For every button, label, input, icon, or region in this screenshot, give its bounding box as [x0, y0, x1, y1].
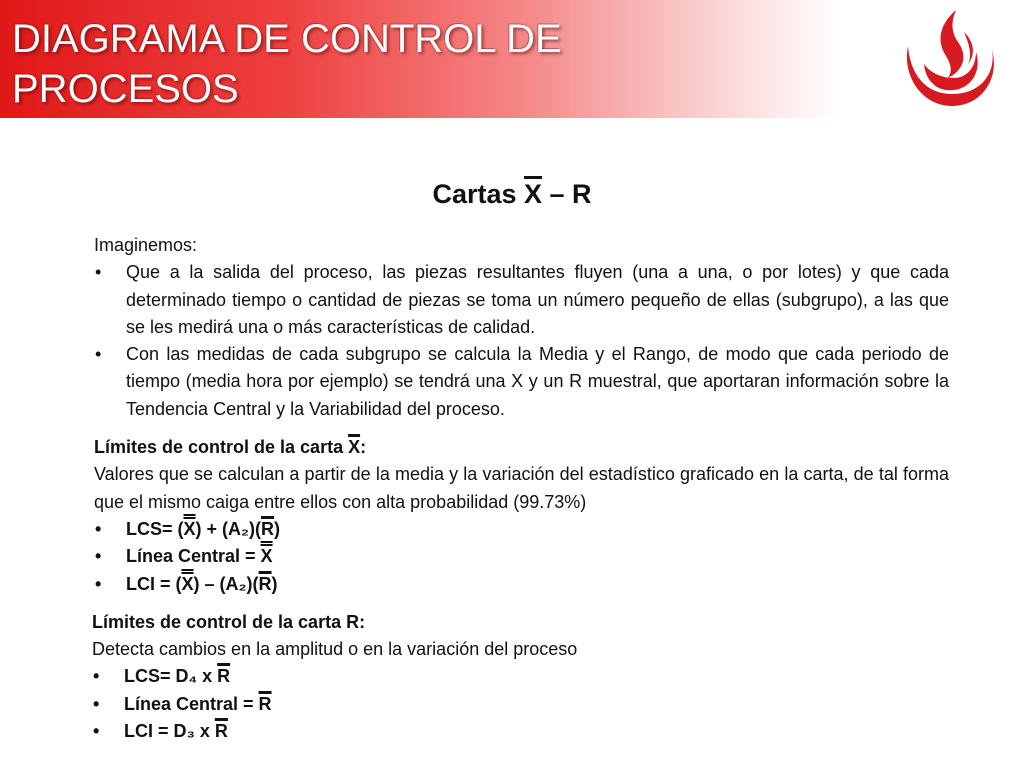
section-heading: [0, 176, 1024, 212]
rbar-symbol: $\overline{R}$: [258, 693, 272, 714]
xbar-limits-description: Valores que se calculan a partir de la media y la variación del estadístico graficado en la carta, de tal forma que el mismo caiga entre ellos con alta probabilidad (99.73%): [94, 464, 949, 512]
xbar-heading-colon: :: [360, 437, 367, 458]
formula-lcs: [94, 516, 949, 543]
rbar-symbol: $\overline{R}$: [261, 518, 275, 539]
formula-text: ) – (A₂)(: [193, 573, 259, 594]
rbar-symbol: $\overline{R}$: [217, 666, 231, 687]
slide-body: [94, 232, 949, 745]
bullet-icon: •: [93, 666, 100, 687]
xbarbar-symbol: X: [181, 573, 194, 594]
heading-text: Cartas: [432, 179, 524, 209]
formula-lcs: [92, 663, 949, 690]
formula-text: ): [271, 573, 278, 594]
rbar-symbol: $\overline{R}$: [214, 721, 228, 742]
formula-lci: [92, 718, 949, 745]
intro-list: [94, 259, 949, 423]
xbarbar-symbol: X: [183, 518, 196, 539]
formula-text: ) + (A₂)(: [195, 518, 262, 539]
list-item-text: Que a la salida del proceso, las piezas resultantes fluyen (una a una, o por lotes) y que cada determinado tiempo o cantidad de piezas se toma un número pequeño de ellas (subgrupo), a las que se les medirá una o más características de calidad.: [126, 262, 949, 337]
r-limits-heading: Límites de control de la carta R:: [92, 611, 366, 632]
formula-text: LCI = (: [126, 573, 182, 594]
formula-central-line: [94, 543, 949, 570]
list-item-text: Con las medidas de cada subgrupo se calcula la Media y el Rango, de modo que cada periodo de tiempo (media hora por ejemplo) se tendrá una X y un R muestral, que aportaran información sobre la Tendencia Central y la Variabilidad del proceso.: [126, 344, 949, 419]
upc-flame-logo-icon: [900, 6, 1000, 114]
bullet-icon: •: [95, 344, 102, 365]
formula-text: Línea Central =: [124, 693, 259, 714]
slide-title-line2: PROCESOS: [12, 67, 239, 111]
bullet-icon: •: [95, 262, 102, 283]
bullet-icon: •: [93, 693, 100, 714]
slide-title: [12, 14, 562, 114]
r-formula-list: [92, 663, 949, 745]
slide-title-line1: DIAGRAMA DE CONTROL DE: [12, 17, 562, 61]
formula-text: ): [274, 518, 281, 539]
intro-lead: Imaginemos:: [94, 235, 198, 255]
formula-lci: [94, 571, 949, 598]
r-limits-description: Detecta cambios en la amplitud o en la variación del proceso: [92, 639, 578, 660]
bullet-icon: •: [93, 721, 100, 742]
rbar-symbol: $\overline{R}$: [258, 573, 272, 594]
xbar-limits-heading: [94, 434, 949, 461]
formula-text: Línea Central =: [126, 546, 261, 567]
list-item: [94, 341, 949, 423]
heading-suffix: – R: [542, 179, 592, 209]
r-limits-section: [92, 609, 949, 745]
formula-text: LCS= D₄ x: [124, 666, 218, 687]
xbarbar-symbol: X: [260, 546, 273, 567]
xbar-formula-list: [94, 516, 949, 598]
xbar-symbol: $\overline{X}$: [348, 437, 361, 458]
formula-text: LCS= (: [126, 518, 184, 539]
formula-text: LCI = D₃ x: [124, 721, 215, 742]
xbar-heading-text: Límites de control de la carta: [94, 437, 349, 458]
bullet-icon: •: [95, 518, 102, 539]
heading-xbar-symbol: X: [524, 179, 543, 209]
bullet-icon: •: [95, 546, 102, 567]
formula-central-line: [92, 691, 949, 718]
list-item: [94, 259, 949, 341]
bullet-icon: •: [95, 573, 102, 594]
